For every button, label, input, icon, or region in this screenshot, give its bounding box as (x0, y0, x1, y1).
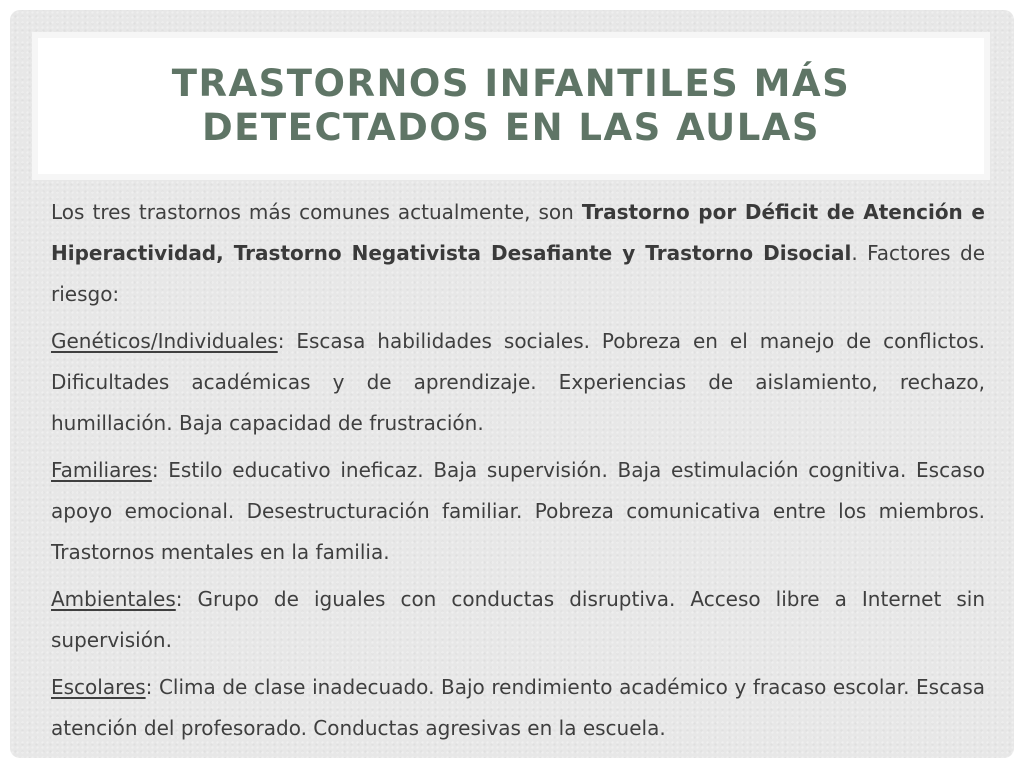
factor-geneticos (51, 321, 985, 444)
slide-body (51, 192, 985, 755)
intro-disorders: Trastorno por Déficit de Atención e Hiperactividad, Trastorno Negativista Desafiante y Trastorno Disocial (51, 200, 985, 265)
slide-title-line-1: TRASTORNOS INFANTILES MÁS (171, 62, 851, 105)
factor-text: : Escasa habilidades sociales. Pobreza en el manejo de conflictos. Dificultades académicas y de aprendizaje. Experiencias de aislamiento, rechazo, humillación. Baja capacidad de frustración. (51, 329, 985, 435)
factor-text: : Grupo de iguales con conductas disruptiva. Acceso libre a Internet sin supervisión. (51, 587, 985, 652)
factor-label: Genéticos/Individuales (51, 329, 278, 353)
factor-label: Familiares (51, 458, 152, 482)
factor-text: : Estilo educativo ineficaz. Baja supervisión. Baja estimulación cognitiva. Escaso apoyo emocional. Desestructuración familiar. Pobreza comunicativa entre los miembros. Trastornos mentales en la familia. (51, 458, 985, 564)
title-box (32, 32, 990, 180)
slide (10, 10, 1014, 758)
intro-suffix: . Factores de riesgo: (51, 241, 985, 306)
factor-ambientales (51, 579, 985, 661)
factor-label: Ambientales (51, 587, 176, 611)
factor-text: : Clima de clase inadecuado. Bajo rendimiento académico y fracaso escolar. Escasa atención del profesorado. Conductas agresivas en la escuela. (51, 675, 985, 740)
factor-label: Escolares (51, 675, 146, 699)
factor-familiares (51, 450, 985, 573)
intro-prefix: Los tres trastornos más comunes actualmente, son (51, 200, 582, 224)
factor-escolares (51, 667, 985, 749)
intro-paragraph (51, 192, 985, 315)
slide-title-line-2: DETECTADOS EN LAS AULAS (201, 106, 821, 149)
